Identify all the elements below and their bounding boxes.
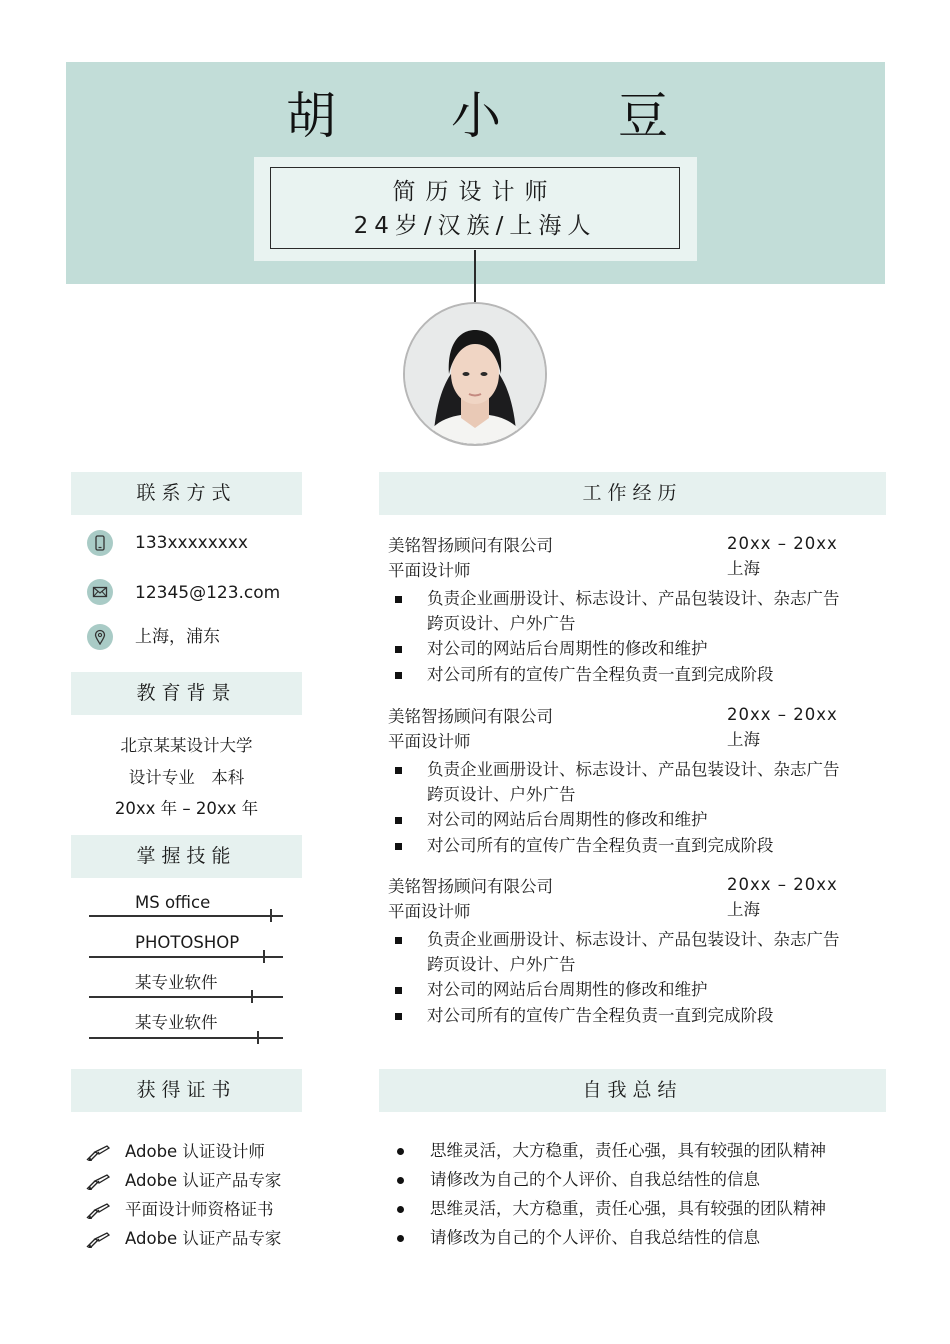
bullet-icon <box>397 1148 404 1155</box>
bullet-icon <box>395 596 402 603</box>
name-char-3: 豆 <box>618 87 668 145</box>
mail-icon <box>87 579 113 605</box>
address: 上海，浦东 <box>135 627 220 647</box>
certificate-item: Adobe 认证设计师 <box>125 1142 265 1161</box>
bullet-icon <box>395 767 402 774</box>
job-position: 平面设计师 <box>388 561 471 580</box>
job-duty: 负责企业画册设计、标志设计、产品包装设计、杂志广告跨页设计、户外广告 <box>427 589 840 633</box>
job-city: 上海 <box>727 900 760 919</box>
job-duty: 对公司所有的宣传广告全程负责一直到完成阶段 <box>427 665 774 684</box>
summary-item: 思维灵活，大方稳重，责任心强，具有较强的团队精神 <box>430 1141 826 1160</box>
resume-name <box>66 84 885 154</box>
bullet-icon <box>397 1177 404 1184</box>
skill-bar <box>89 956 283 958</box>
job-company: 美铭智扬顾问有限公司 <box>388 536 553 555</box>
summary-item: 请修改为自己的个人评价、自我总结性的信息 <box>430 1228 760 1247</box>
summary-item: 请修改为自己的个人评价、自我总结性的信息 <box>430 1170 760 1189</box>
certificate-item: Adobe 认证产品专家 <box>125 1171 282 1190</box>
profile-photo <box>403 302 547 446</box>
section-header-certificates: 获得证书 <box>71 1069 302 1112</box>
name-char-2: 小 <box>451 87 501 145</box>
phone-number: 133xxxxxxxx <box>135 533 248 553</box>
edu-period: 20xx 年 – 20xx 年 <box>114 799 259 818</box>
job-period: 20xx – 20xx <box>727 705 838 724</box>
edu-school: 北京某某设计大学 <box>120 736 253 755</box>
job-duty: 对公司所有的宣传广告全程负责一直到完成阶段 <box>427 1006 774 1025</box>
section-header-summary: 自我总结 <box>379 1069 886 1112</box>
certificate-item: Adobe 认证产品专家 <box>125 1229 282 1248</box>
skill-level-marker <box>257 1031 259 1044</box>
bullet-icon <box>397 1206 404 1213</box>
job-period: 20xx – 20xx <box>727 875 838 894</box>
section-header-education: 教育背景 <box>71 672 302 715</box>
bullet-icon <box>395 987 402 994</box>
skill-bar <box>89 1037 283 1039</box>
skill-bar <box>89 915 283 917</box>
skill-name: MS office <box>135 893 211 912</box>
skill-bar <box>89 996 283 998</box>
certificate-icon <box>85 1231 111 1253</box>
personal-info: 24岁/汉族/上海人 <box>353 213 597 239</box>
job-duty: 负责企业画册设计、标志设计、产品包装设计、杂志广告跨页设计、户外广告 <box>427 930 840 974</box>
name-char-1: 胡 <box>286 87 336 145</box>
connector-line <box>474 250 476 304</box>
job-title: 简历设计师 <box>392 179 558 205</box>
job-duty: 负责企业画册设计、标志设计、产品包装设计、杂志广告跨页设计、户外广告 <box>427 760 840 804</box>
certificate-icon <box>85 1202 111 1224</box>
location-icon <box>87 624 113 650</box>
title-box <box>270 167 680 249</box>
job-duty: 对公司所有的宣传广告全程负责一直到完成阶段 <box>427 836 774 855</box>
section-header-skills: 掌握技能 <box>71 835 302 878</box>
certificate-icon <box>85 1173 111 1195</box>
skill-level-marker <box>251 990 253 1003</box>
bullet-icon <box>395 843 402 850</box>
bullet-icon <box>395 646 402 653</box>
section-header-work: 工作经历 <box>379 472 886 515</box>
bullet-icon <box>395 817 402 824</box>
bullet-icon <box>395 672 402 679</box>
job-position: 平面设计师 <box>388 732 471 751</box>
bullet-icon <box>397 1235 404 1242</box>
certificate-icon <box>85 1144 111 1166</box>
skill-name: PHOTOSHOP <box>135 933 240 952</box>
section-header-contact: 联系方式 <box>71 472 302 515</box>
email-address: 12345@123.com <box>135 583 281 603</box>
edu-major: 设计专业 本科 <box>128 768 245 787</box>
skill-name: 某专业软件 <box>135 973 218 992</box>
certificate-item: 平面设计师资格证书 <box>125 1200 274 1219</box>
skill-name: 某专业软件 <box>135 1013 218 1032</box>
skill-level-marker <box>263 950 265 963</box>
job-company: 美铭智扬顾问有限公司 <box>388 707 553 726</box>
skill-level-marker <box>270 909 272 922</box>
bullet-icon <box>395 1013 402 1020</box>
job-city: 上海 <box>727 559 760 578</box>
job-company: 美铭智扬顾问有限公司 <box>388 877 553 896</box>
job-duty: 对公司的网站后台周期性的修改和维护 <box>427 810 708 829</box>
bullet-icon <box>395 937 402 944</box>
job-period: 20xx – 20xx <box>727 534 838 553</box>
job-position: 平面设计师 <box>388 902 471 921</box>
job-duty: 对公司的网站后台周期性的修改和维护 <box>427 639 708 658</box>
summary-item: 思维灵活，大方稳重，责任心强，具有较强的团队精神 <box>430 1199 826 1218</box>
phone-icon <box>87 530 113 556</box>
job-city: 上海 <box>727 730 760 749</box>
job-duty: 对公司的网站后台周期性的修改和维护 <box>427 980 708 999</box>
